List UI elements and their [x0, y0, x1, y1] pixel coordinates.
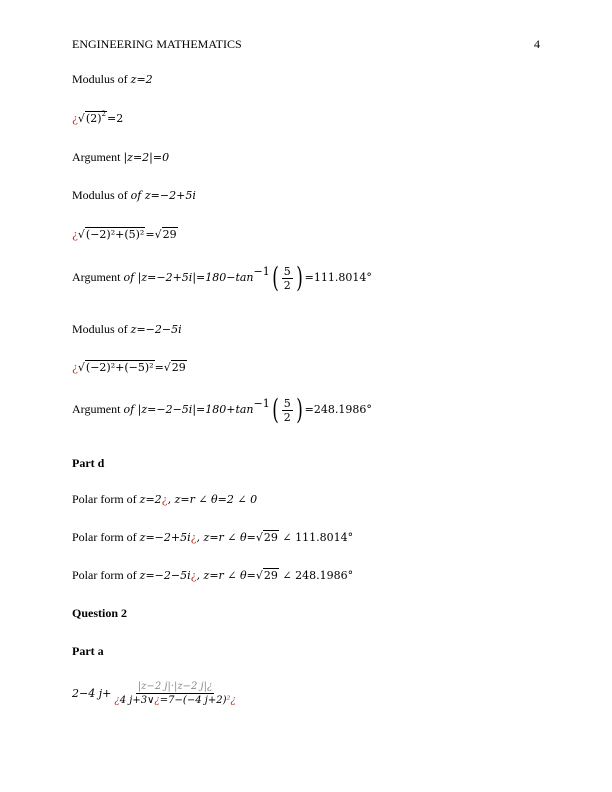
numerator: 5	[283, 264, 291, 278]
modulus-line-3	[72, 322, 182, 337]
result: =248.1986°	[304, 402, 372, 416]
modulus-line-2	[72, 188, 196, 203]
sqrt-body: (2)	[85, 112, 102, 125]
result: ∠ 248.1986°	[278, 569, 354, 582]
numerator: 5	[283, 396, 291, 410]
result: =2	[106, 112, 124, 125]
exponent: 2	[101, 110, 106, 118]
section-heading-question-2: Question 2	[72, 606, 128, 620]
placeholder-glyph: ²¿	[226, 695, 236, 706]
numerator: |z−2 j|·|z−2 j|¿	[137, 681, 213, 692]
label: Polar form of	[72, 492, 140, 506]
label: Modulus of	[72, 72, 131, 86]
placeholder-glyph: ¿	[72, 361, 78, 374]
argument-line-3: Argument of $|z=-2-5i|=180+\tan^{-1}$ ( $\frac{5}{2}$ ) =248.1986°	[72, 393, 372, 426]
modulus-result-3: ¿√(−2)²+(−5)²=√29	[72, 361, 186, 374]
denominator-part: 4 j+3∨	[119, 695, 155, 706]
inverse-exponent: −1	[253, 264, 270, 278]
running-header-title: ENGINEERING MATHEMATICS	[72, 37, 242, 51]
result: ∠ 111.8014°	[278, 531, 354, 544]
section-heading-part-d: Part d	[72, 456, 105, 470]
math-expression: z=−2−5i	[139, 569, 191, 582]
fraction	[282, 397, 293, 424]
math-expression: z=2	[130, 73, 153, 86]
fraction	[282, 265, 293, 292]
math-expression: z=2	[139, 493, 162, 506]
polar-form-line-2: Polar form of z=−2+5i¿, z=r ∠ θ=√29 ∠ 111.8014°	[72, 530, 354, 544]
math-expression: , z=r ∠ θ=	[196, 531, 256, 544]
math-expression: , z=r ∠ θ=2 ∠ 0	[167, 493, 258, 506]
placeholder-glyph: ¿	[190, 531, 197, 544]
label: Modulus of	[72, 188, 131, 202]
equation-question-2a	[72, 680, 239, 707]
placeholder-glyph: ¿	[161, 493, 168, 506]
modulus-result-1: ¿$√(2)^2=2$	[72, 110, 124, 125]
denominator: 2	[283, 278, 291, 292]
label: Argument	[72, 401, 124, 416]
placeholder-glyph: ¿	[190, 569, 197, 582]
polar-form-line-1	[72, 492, 257, 507]
math-expression: z=−2+5i	[141, 189, 196, 202]
label: Polar form of	[72, 568, 140, 582]
label: Modulus of	[72, 322, 131, 336]
math-expression: |z=−2+5i|=180−tan	[134, 270, 254, 284]
placeholder-glyph: ¿	[114, 695, 120, 706]
section-heading-part-a: Part a	[72, 644, 104, 658]
math-expression: z=−2−5i	[130, 323, 182, 336]
root-value: 29	[263, 531, 278, 544]
math-expression: , z=r ∠ θ=	[196, 569, 256, 582]
denominator: 2	[283, 410, 291, 424]
placeholder-glyph: ¿	[72, 228, 78, 241]
math-expression: |z=−2−5i|=180+tan	[134, 402, 254, 416]
root-value: 29	[263, 569, 278, 582]
of-word: of	[123, 270, 135, 284]
modulus-line-1	[72, 72, 153, 87]
inverse-exponent: −1	[253, 396, 270, 410]
math-expression: |z=2|=0	[123, 151, 170, 164]
label: Polar form of	[72, 530, 140, 544]
argument-line-2: Argument of $|z=-2+5i|=180-\tan^{-1}$ ( $\frac{5}{2}$ ) =111.8014°	[72, 261, 372, 294]
of-word: of	[123, 402, 135, 416]
fraction	[112, 680, 238, 707]
sqrt-body: (−2)²+(5)²	[85, 228, 145, 241]
root-value: 29	[162, 228, 177, 241]
math-expression: 2−4 j+	[72, 687, 112, 700]
polar-form-line-3: Polar form of z=−2−5i¿, z=r ∠ θ=√29 ∠ 248.1986°	[72, 568, 354, 582]
page-number: 4	[534, 37, 540, 51]
label: Argument	[72, 269, 124, 284]
label: Argument	[72, 150, 124, 164]
placeholder-glyph: ¿	[154, 695, 160, 706]
sqrt-body: (−2)²+(−5)²	[85, 361, 154, 374]
placeholder-glyph: ¿	[72, 112, 78, 125]
modulus-result-2: ¿√(−2)²+(5)²=√29	[72, 228, 177, 241]
of-word: of	[130, 189, 142, 202]
root-value: 29	[171, 361, 186, 374]
math-expression: z=−2+5i	[139, 531, 191, 544]
denominator-part: =7−(−4 j+2)	[159, 695, 227, 706]
argument-line-1	[72, 150, 169, 165]
equals: =	[145, 228, 155, 241]
equals: =	[154, 361, 164, 374]
result: =111.8014°	[304, 270, 372, 284]
